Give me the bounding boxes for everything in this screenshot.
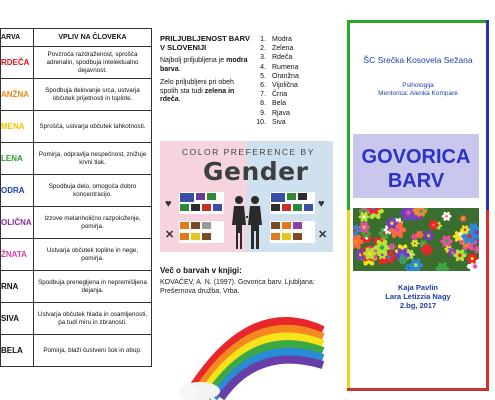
mentor-name: Mentorica: Alenka Kompare — [378, 90, 458, 97]
list-item-number: 3. — [260, 54, 266, 62]
school-name: ŠC Srečka Kosovela Sežana — [363, 55, 473, 65]
list-item-label: Modra — [272, 36, 292, 43]
table-row — [1, 207, 152, 239]
cover-panel — [347, 20, 489, 391]
list-item-number: 7. — [260, 91, 266, 99]
list-item — [252, 44, 299, 53]
color-swatch — [304, 204, 313, 211]
color-name-cell: RNA — [1, 271, 34, 303]
title-line-1: GOVORICA — [361, 146, 471, 168]
frame-left-line — [347, 20, 350, 210]
table-row — [1, 175, 152, 207]
table-header-row — [1, 29, 152, 47]
list-item-label: Oranžna — [272, 72, 299, 80]
color-swatch — [213, 204, 222, 211]
list-item-number: 5. — [260, 72, 266, 80]
authors-block — [347, 283, 489, 310]
list-item-number: 1. — [260, 36, 266, 43]
color-name-cell: LENA — [1, 143, 34, 175]
color-swatch — [180, 222, 189, 229]
popularity-ranking-list — [252, 35, 299, 127]
list-item-label: Vijolična — [272, 82, 298, 90]
more-info-section — [160, 266, 338, 296]
para1-text: Najbolj priljubljena je — [160, 57, 227, 64]
para1-end: . — [178, 65, 181, 73]
list-item — [252, 109, 299, 118]
effect-cell: Ustvarja občutek hlada in osamljenosti, pa tudi miru in zbranosti. — [34, 303, 152, 335]
popularity-para-1 — [160, 57, 252, 74]
more-title: Več o barvah v knjigi: — [160, 266, 242, 275]
color-swatch — [287, 193, 296, 200]
frame-right-line — [486, 20, 489, 210]
para2-text: Zelo priljubljeni pri obeh spolih sta tudi — [160, 79, 234, 95]
color-swatch — [293, 233, 302, 240]
list-item-number: 9. — [260, 109, 266, 117]
table-row — [1, 143, 152, 175]
effect-cell: Pomirja, odpravlja nespečnost, znižuje krvni tlak. — [34, 143, 152, 175]
popularity-panel — [160, 34, 338, 126]
effect-cell: Sprošča, ustvarja občutek lahkotnosti. — [34, 111, 152, 143]
infographic-top-text: COLOR PREFERENCE BY — [182, 147, 315, 157]
heart-icon: ♥ — [165, 198, 172, 210]
color-swatch — [293, 222, 302, 229]
rainbow-illustration — [178, 305, 328, 400]
color-swatch — [202, 222, 211, 229]
subject-name: Psihologija — [402, 82, 434, 89]
effect-cell: Povzroča razdraženost, sprošča adrenalin, spodbuja intelektualno dejavnost. — [34, 47, 152, 79]
para2-end: . — [178, 96, 181, 103]
list-item — [252, 35, 299, 44]
x-mark-icon: ✕ — [165, 229, 175, 241]
list-item-number: 8. — [260, 100, 266, 108]
header-effect: VPLIV NA ČLOVEKA — [34, 29, 152, 47]
color-swatch — [282, 233, 291, 240]
popularity-title: PRILJUBLJENOST BARV V SLOVENIJI — [160, 34, 250, 52]
book-reference: KOVAČEV, A. N. (1997). Govorica barv. Ljubljana: Prešernova družba, Vrba. — [160, 279, 315, 295]
color-name-cell: OLIČNA — [1, 207, 34, 239]
list-item-number: 4. — [260, 63, 266, 71]
subject-info — [347, 82, 489, 98]
effect-cell: Ustvarja občutek topline in nege, pomirja. — [34, 239, 152, 271]
color-swatch — [202, 233, 211, 240]
list-item-label: Rdeča — [272, 54, 293, 62]
list-item-label: Rumena — [272, 63, 299, 71]
list-item-label: Bela — [272, 100, 287, 108]
color-swatch — [282, 204, 291, 211]
list-item — [252, 90, 299, 99]
table-row — [1, 271, 152, 303]
table-row — [1, 239, 152, 271]
list-item-number: 10. — [256, 118, 266, 126]
list-item — [252, 63, 299, 72]
author-1: Kaja Pavlin — [397, 283, 439, 292]
color-name-cell: ANŽNA — [1, 79, 34, 111]
table-row — [1, 47, 152, 79]
list-item — [252, 72, 299, 81]
frame-top-line — [347, 20, 489, 23]
color-swatch — [180, 193, 194, 202]
gender-preference-infographic — [160, 141, 333, 252]
color-swatch — [293, 204, 302, 211]
couple-silhouette-icon — [231, 195, 263, 250]
color-name-cell: BELA — [1, 335, 34, 367]
color-swatch — [202, 204, 211, 211]
color-swatch — [180, 233, 189, 240]
effect-cell: Spodbuja delovanje srca, ustvarja občutek prijetnosti in toplote. — [34, 79, 152, 111]
color-swatch — [207, 193, 216, 200]
list-item-label: Siva — [272, 118, 286, 126]
color-swatch — [271, 222, 280, 229]
color-swatch — [271, 193, 285, 202]
list-item-label: Rjava — [272, 109, 290, 117]
color-swatch — [298, 193, 307, 200]
table-row — [1, 303, 152, 335]
list-item-number: 2. — [260, 45, 266, 53]
title-line-2: BARV — [387, 170, 445, 192]
class-year: 2.bg, 2017 — [399, 301, 437, 310]
list-item-label: Zelena — [272, 45, 294, 53]
brochure-title — [353, 145, 479, 193]
color-swatch — [180, 204, 189, 211]
popularity-para-2 — [160, 79, 252, 105]
para2-bold: zelena in rdeča — [160, 87, 235, 103]
color-name-cell: RDEČA — [1, 47, 34, 79]
color-name-cell: ŽNATA — [1, 239, 34, 271]
x-mark-icon: ✕ — [318, 229, 328, 241]
color-name-cell: SIVA — [1, 303, 34, 335]
author-2: Lara Letizzia Nagy — [385, 292, 451, 301]
colorful-flowers-image — [353, 208, 479, 271]
list-item — [252, 99, 299, 108]
title-box — [353, 134, 479, 198]
color-swatch — [271, 233, 280, 240]
infographic-title: Gender — [203, 157, 309, 186]
para1-bold: modra barva — [160, 57, 248, 73]
list-item-label: Črna — [272, 91, 288, 99]
color-effects-panel — [0, 28, 152, 367]
list-item — [252, 81, 299, 90]
color-effects-table — [0, 28, 152, 367]
list-item — [252, 118, 299, 127]
color-name-cell: ODRA — [1, 175, 34, 207]
list-item-number: 6. — [260, 82, 266, 90]
color-swatch — [191, 222, 200, 229]
color-swatch — [282, 222, 291, 229]
effect-cell: Izzove melanholično razpoloženje, pomirja. — [34, 207, 152, 239]
color-swatch — [196, 193, 205, 200]
color-swatch — [271, 204, 280, 211]
color-swatch — [191, 233, 200, 240]
color-name-cell: MENA — [1, 111, 34, 143]
color-swatch — [191, 204, 200, 211]
effect-cell: Pomirja, blaži čustveni šok in obup. — [34, 335, 152, 367]
effect-cell: Spodbuja prenegljena in nepremišljena dejanja. — [34, 271, 152, 303]
table-row — [1, 111, 152, 143]
frame-bottom-line — [347, 388, 489, 391]
effect-cell: Spodbuja delo, omogoča dobro koncentracijo. — [34, 175, 152, 207]
list-item — [252, 53, 299, 62]
header-color: ARVA — [1, 29, 34, 47]
table-row — [1, 335, 152, 367]
table-row — [1, 79, 152, 111]
heart-icon: ♥ — [318, 198, 325, 210]
